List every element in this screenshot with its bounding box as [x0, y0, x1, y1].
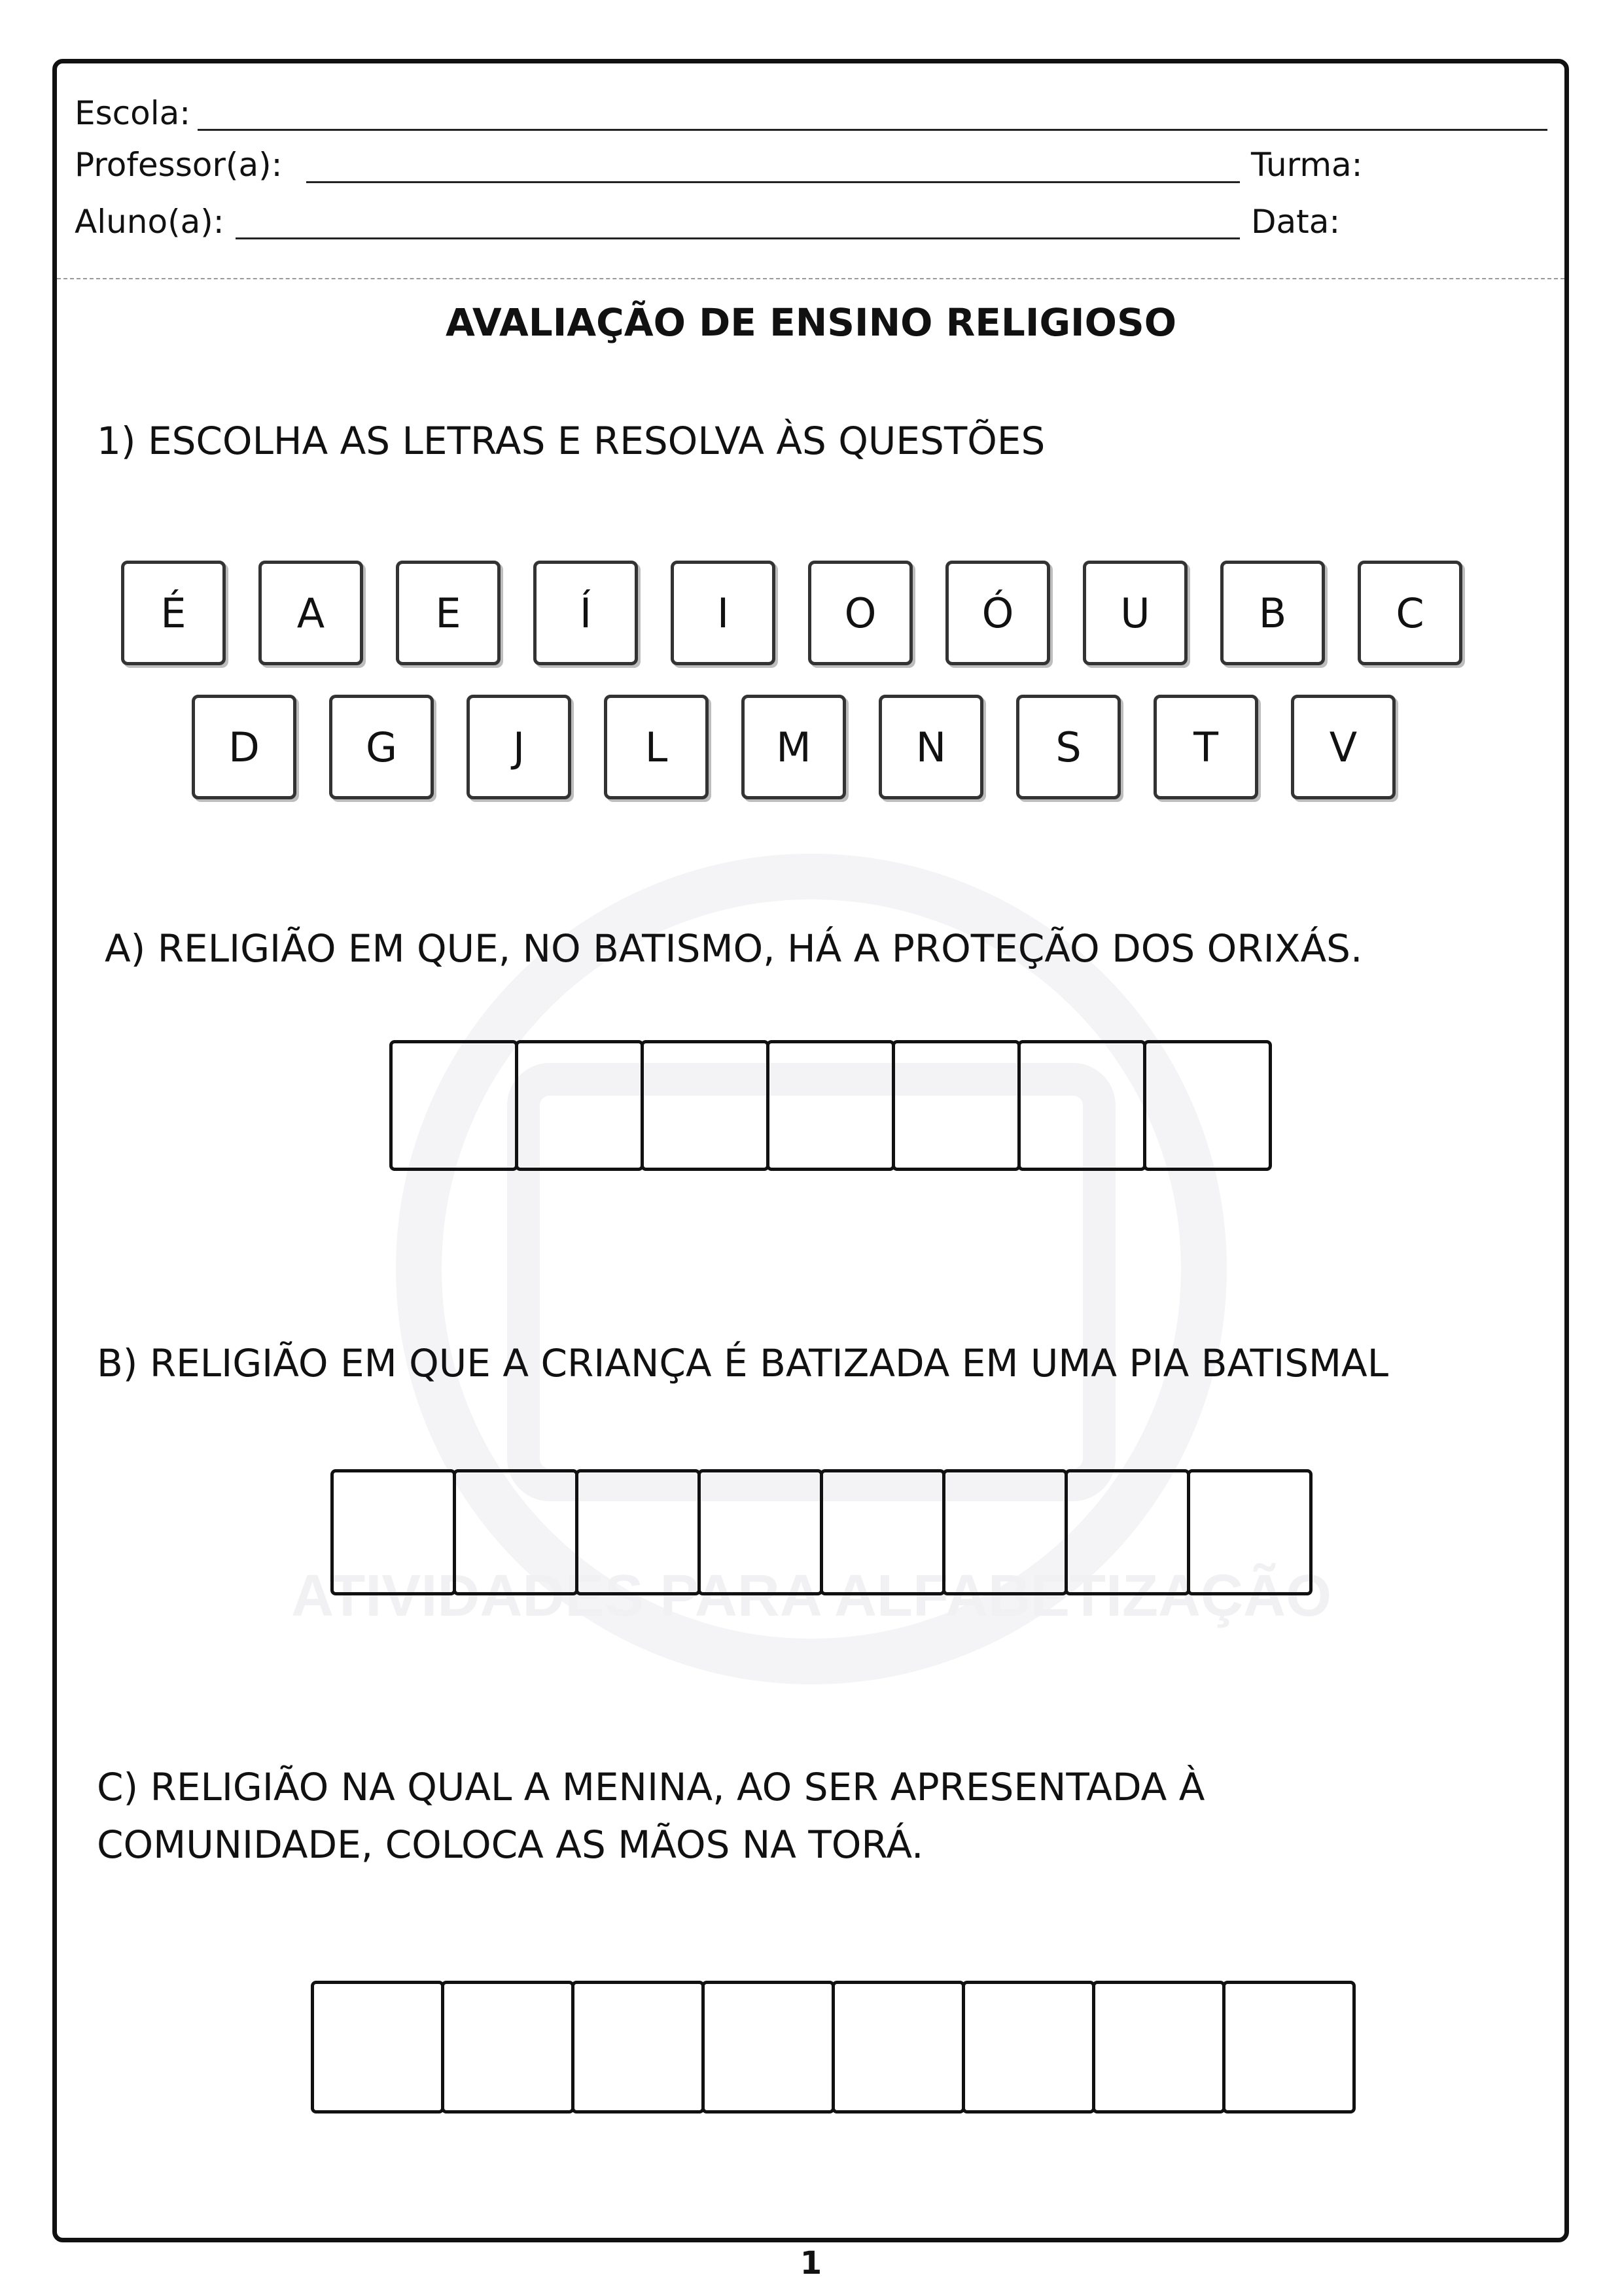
page-number: 1: [800, 2245, 822, 2282]
question-a: A) RELIGIÃO EM QUE, NO BATISMO, HÁ A PROTEÇÃO DOS ORIXÁS.: [105, 926, 1363, 971]
answer-box[interactable]: [942, 1469, 1068, 1595]
answer-boxes-a[interactable]: [389, 1040, 1269, 1171]
letter-tile: N: [879, 695, 983, 799]
letter-tile: A: [258, 561, 363, 665]
answer-box[interactable]: [641, 1040, 769, 1171]
letter-tile: T: [1154, 695, 1258, 799]
letter-tiles-row-1: [121, 561, 1462, 665]
letter-tile: D: [192, 695, 296, 799]
answer-box[interactable]: [697, 1469, 823, 1595]
letter-tile: V: [1291, 695, 1396, 799]
answer-box[interactable]: [389, 1040, 518, 1171]
answer-box[interactable]: [1092, 1981, 1225, 2113]
answer-box[interactable]: [701, 1981, 835, 2113]
header-divider: [57, 278, 1564, 279]
letter-tile: Ó: [945, 561, 1050, 665]
answer-box[interactable]: [515, 1040, 644, 1171]
answer-box[interactable]: [311, 1981, 444, 2113]
answer-box[interactable]: [766, 1040, 895, 1171]
answer-box[interactable]: [1222, 1981, 1356, 2113]
letter-tile: G: [329, 695, 434, 799]
answer-box[interactable]: [1187, 1469, 1313, 1595]
answer-box[interactable]: [832, 1981, 965, 2113]
answer-box[interactable]: [1143, 1040, 1272, 1171]
class-label: Turma:: [1251, 146, 1363, 184]
student-label: Aluno(a):: [75, 203, 224, 241]
page-title: AVALIAÇÃO DE ENSINO RELIGIOSO: [445, 300, 1177, 345]
student-field[interactable]: [236, 237, 1240, 239]
letter-tile: B: [1220, 561, 1325, 665]
letter-tile: Í: [533, 561, 638, 665]
answer-box[interactable]: [1065, 1469, 1190, 1595]
answer-box[interactable]: [571, 1981, 705, 2113]
answer-box[interactable]: [892, 1040, 1021, 1171]
answer-box[interactable]: [330, 1469, 456, 1595]
answer-box[interactable]: [575, 1469, 701, 1595]
letter-tile: I: [671, 561, 775, 665]
letter-tile: O: [808, 561, 913, 665]
letter-tiles-row-2: [192, 695, 1396, 799]
teacher-label: Professor(a):: [75, 146, 283, 184]
answer-box[interactable]: [1017, 1040, 1146, 1171]
school-field[interactable]: [198, 129, 1547, 131]
answer-boxes-c[interactable]: [311, 1981, 1352, 2113]
answer-box[interactable]: [962, 1981, 1095, 2113]
question-c-line-1: C) RELIGIÃO NA QUAL A MENINA, AO SER APRESENTADA À: [97, 1765, 1205, 1809]
question-c-line-2: COMUNIDADE, COLOCA AS MÃOS NA TORÁ.: [97, 1822, 924, 1867]
letter-tile: E: [396, 561, 501, 665]
answer-box[interactable]: [820, 1469, 945, 1595]
answer-box[interactable]: [441, 1981, 574, 2113]
letter-tile: S: [1016, 695, 1121, 799]
teacher-field[interactable]: [306, 181, 1240, 183]
letter-tile: M: [741, 695, 846, 799]
date-label: Data:: [1251, 203, 1341, 241]
letter-tile: J: [467, 695, 571, 799]
watermark-text: ATIVIDADES PARA ALFABETIZAÇÃO: [291, 1563, 1331, 1629]
answer-box[interactable]: [453, 1469, 578, 1595]
school-label: Escola:: [75, 94, 191, 132]
letter-tile: É: [121, 561, 226, 665]
question-1: 1) ESCOLHA AS LETRAS E RESOLVA ÀS QUESTÕES: [97, 419, 1046, 463]
letter-tile: U: [1083, 561, 1188, 665]
question-b: B) RELIGIÃO EM QUE A CRIANÇA É BATIZADA EM UMA PIA BATISMAL: [97, 1341, 1389, 1385]
letter-tile: L: [604, 695, 709, 799]
answer-boxes-b[interactable]: [330, 1469, 1309, 1595]
letter-tile: C: [1358, 561, 1462, 665]
